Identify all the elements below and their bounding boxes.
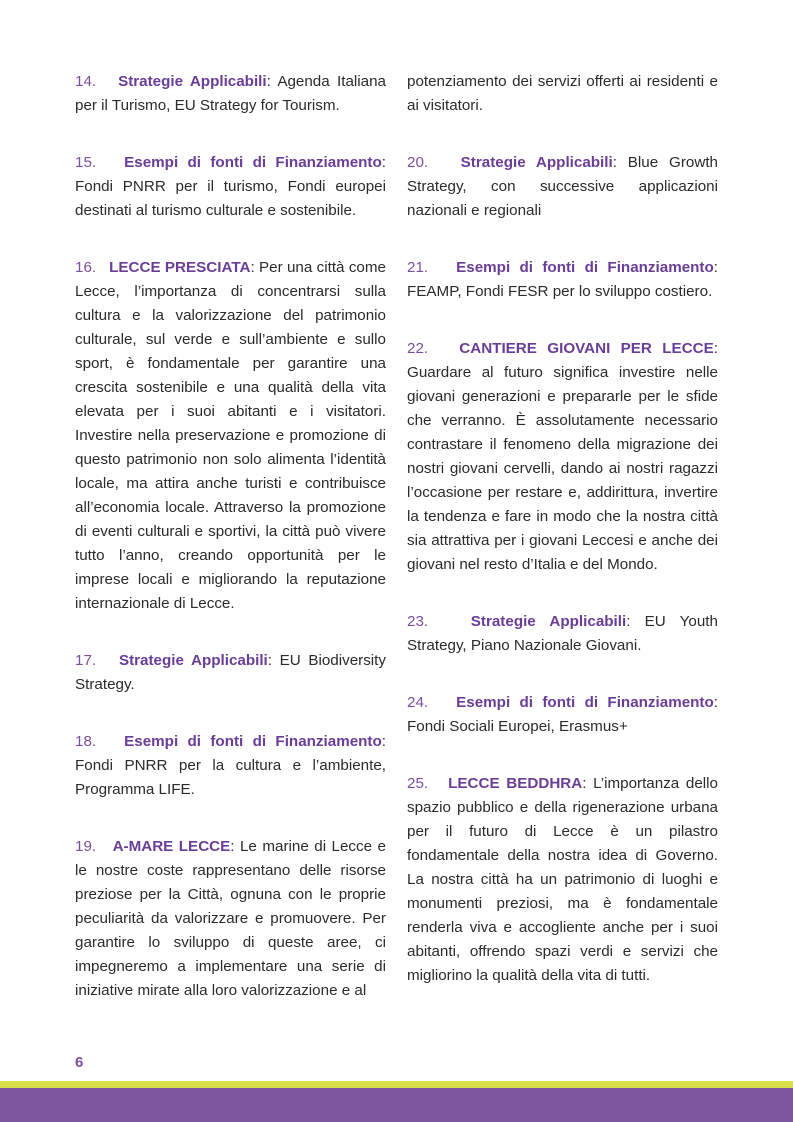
item-separator: : <box>713 694 718 711</box>
item-number: 20. <box>407 154 429 171</box>
item-heading: Esempi di fonti di Finanziamento <box>456 694 714 711</box>
item-text: Agenda Italiana per il Turismo, EU Strategy for Tourism. <box>75 73 386 114</box>
item-separator: : <box>266 73 271 90</box>
list-item <box>407 610 718 658</box>
item-heading: Strategie Applicabili <box>118 652 268 669</box>
item-heading: Strategie Applicabili <box>460 154 613 171</box>
item-heading: Esempi di fonti di Finanziamento <box>456 259 714 276</box>
item-heading: Strategie Applicabili <box>118 73 267 90</box>
item-separator: : <box>582 775 587 792</box>
item-number: 14. <box>75 73 97 90</box>
page-number: 6 <box>75 1054 84 1071</box>
list-item <box>75 70 386 118</box>
item-separator: : <box>713 259 718 276</box>
list-item <box>75 835 386 1003</box>
item-text: EU Biodiversity Strategy. <box>75 652 386 693</box>
item-heading: A-MARE LECCE <box>112 838 231 855</box>
footer-yellow-stripe <box>0 1081 793 1088</box>
item-text: Per una città come Lecce, l’importanza di concentrarsi sulla cultura e la valorizzazione del patrimonio culturale, sul verde e sull’ambiente e sullo sport, è fondamentale per garantire una crescita sostenibile e una qualità della vita elevata per i suoi abitanti e i visitatori. Investire nella preservazione e promozione di questo patrimonio non solo alimenta l’identità locale, ma attira anche turisti e contribuisce all’economia locale. Attraverso la promozione di eventi culturali e sportivi, la città può vivere tutto l’anno, creando opportunità per le imprese locali e migliorando la reputazione internazionale di Lecce. <box>75 259 386 612</box>
item-separator: : <box>713 340 718 357</box>
item-separator: : <box>250 259 255 276</box>
list-item <box>407 70 718 118</box>
item-number: 25. <box>407 775 429 792</box>
item-number: 24. <box>407 694 429 711</box>
item-separator: : <box>612 154 617 171</box>
item-text: Blue Growth Strategy, con successive applicazioni nazionali e regionali <box>407 154 718 219</box>
item-text: Guardare al futuro significa investire nelle giovani generazioni e prepararle per le sfide che verranno. È assolutamente necessario contrastare il fenomeno della migrazione dei nostri giovani cervelli, dando ai nostri ragazzi l’occasione per restare e, addirittura, invertire la tendenza e fare in modo che la nostra città sia attrattiva per i giovani Leccesi e anche dei giovani nel resto d’Italia e del Mondo. <box>407 364 718 573</box>
item-number: 22. <box>407 340 429 357</box>
right-column <box>407 70 718 1021</box>
item-text: Fondi Sociali Europei, Erasmus+ <box>407 718 628 735</box>
item-text: Fondi PNRR per il turismo, Fondi europei destinati al turismo culturale e sostenibile. <box>75 178 386 219</box>
item-text: potenziamento dei servizi offerti ai residenti e ai visitatori. <box>407 73 718 114</box>
item-separator: : <box>230 838 235 855</box>
item-heading: LECCE BEDDHRA <box>448 775 583 792</box>
item-text: Fondi PNRR per la cultura e l’ambiente, Programma LIFE. <box>75 757 386 798</box>
list-item <box>407 337 718 577</box>
item-number: 23. <box>407 613 429 630</box>
item-number: 16. <box>75 259 97 276</box>
item-text: Le marine di Lecce e le nostre coste rappresentano delle risorse preziose per la Città, ognuna con le proprie peculiarità da valorizzare e promuovere. Per garantire lo sviluppo di queste aree, ci impegneremo a implementare una serie di iniziative mirate alla loro valorizzazione e al <box>75 838 386 999</box>
item-heading: LECCE PRESCIATA <box>109 259 251 276</box>
item-heading: Esempi di fonti di Finanziamento <box>124 733 382 750</box>
list-item <box>407 256 718 304</box>
item-number: 17. <box>75 652 97 669</box>
item-text: FEAMP, Fondi FESR per lo sviluppo costiero. <box>407 283 713 300</box>
item-number: 19. <box>75 838 97 855</box>
item-text: L’importanza dello spazio pubblico e della rigenerazione urbana per il futuro di Lecce è un pilastro fondamentale della nostra idea di Governo. La nostra città ha un patrimonio di luoghi e monumenti preziosi, ma è fondamentale renderla viva e accogliente anche per i suoi abitanti, offrendo spazi verdi e servizi che migliorino la qualità della vita di tutti. <box>407 775 718 984</box>
item-separator: : <box>381 733 386 750</box>
item-separator: : <box>381 154 386 171</box>
item-separator: : <box>626 613 631 630</box>
item-heading: CANTIERE GIOVANI PER LECCE <box>459 340 714 357</box>
item-number: 18. <box>75 733 97 750</box>
item-number: 21. <box>407 259 429 276</box>
list-item <box>407 691 718 739</box>
list-item <box>75 730 386 802</box>
item-heading: Esempi di fonti di Finanziamento <box>124 154 382 171</box>
footer-purple-band <box>0 1088 793 1122</box>
list-item <box>75 256 386 616</box>
list-item <box>75 649 386 697</box>
item-heading: Strategie Applicabili <box>470 613 627 630</box>
list-item <box>407 772 718 988</box>
list-item <box>407 151 718 223</box>
item-text: EU Youth Strategy, Piano Nazionale Giovani. <box>407 613 718 654</box>
left-column <box>75 70 386 1036</box>
item-separator: : <box>267 652 273 669</box>
item-number: 15. <box>75 154 97 171</box>
list-item <box>75 151 386 223</box>
